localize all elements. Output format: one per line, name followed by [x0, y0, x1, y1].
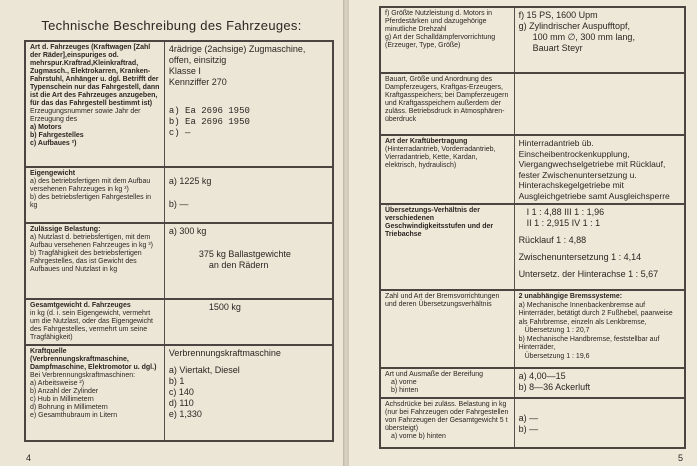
field-value: Übersetzung 1 : 19,6: [524, 352, 590, 360]
label-cell: [25, 345, 164, 441]
value-cell: [164, 167, 333, 223]
value-cell: [514, 398, 685, 448]
field-value: b) Ea 2696 1950: [168, 117, 250, 127]
field-label: b) Tragfähigkeit des betriebsfertigen Fahrgestelles, das ist Gewicht des Aufbaues und Nutzlast in kg: [30, 250, 142, 273]
left-page: [0, 0, 343, 466]
field-label: in kg (d. i. sein Eigengewicht, vermehrt um die Nutzlast, oder das Eigengewicht des Fahrgestelles, vermehrt um seine Tragfähigkeit): [30, 310, 153, 341]
label-cell: [25, 41, 164, 167]
field-value: g) Zylindrischer Auspufftopf,: [518, 21, 630, 31]
row-total-weight: [25, 299, 333, 345]
field-value: Verbrennungskraftmaschine: [168, 348, 281, 358]
field-label: b) hinten: [391, 387, 419, 394]
field-label: b) Anzahl der Zylinder: [30, 388, 99, 395]
value-cell: [514, 135, 685, 204]
label-cell: [380, 204, 514, 290]
value-cell: [164, 41, 333, 167]
field-value: an den Rädern: [208, 260, 269, 270]
row-own-weight: [25, 167, 333, 223]
field-label: Erzeugungsnummer sowie Jahr der Erzeugung des: [30, 108, 141, 123]
field-value: Rücklauf 1 : 4,88: [518, 235, 587, 245]
field-label: d) Bohrung in Millimetern: [30, 404, 108, 411]
row-permissible-load: [25, 223, 333, 299]
field-label: a) des betriebsfertigen mit dem Aufbau versehenen Fahrzeuges in kg ³): [30, 178, 151, 193]
field-value: e) 1,330: [168, 409, 202, 419]
label-cell: [380, 290, 514, 368]
label-cell: [25, 299, 164, 345]
row-vehicle-type: [25, 41, 333, 167]
label-cell: [380, 135, 514, 204]
field-value: Untersetz. der Hinterachse 1 : 5,67: [518, 269, 659, 279]
field-label: g) Art der Schalldämpfervorrichtung (Erzeuger, Type, Größe): [385, 34, 496, 49]
field-label: a) Motors: [30, 124, 62, 131]
field-label: Gesamtgewicht d. Fahrzeuges: [30, 302, 131, 309]
page-number: 5: [677, 453, 683, 463]
field-label: b) Fahrgestelles: [30, 132, 84, 139]
field-value: Übersetzung 1 : 20,7: [524, 327, 590, 334]
field-label: Achsdrücke bei zuläss. Belastung in kg (nur bei Fahrzeugen oder Fahrgestellen von Fahrzeugen der Gesamtgewicht 5 t übersteigt): [385, 401, 509, 432]
row-tyres: [380, 368, 685, 398]
field-value: b) —: [168, 199, 189, 209]
row-power-transmission: [380, 135, 685, 204]
field-value: f) 15 PS, 1600 Upm: [518, 10, 598, 20]
field-value: Kennziffer 270: [168, 77, 227, 87]
field-value: 4rädrige (2achsige) Zugmaschine, offen, einsitzig: [168, 44, 306, 65]
field-value: a) Mechanische Innenbackenbremse auf Hinterräder, betätigt durch 2 Fußhebel, paarweise als Fahrbremse, einzeln als Lenkbremse,: [518, 301, 673, 326]
field-label: Übersetzungs-Verhältnis der verschiedenen Geschwindigkeitsstufen und der Triebachse: [385, 207, 494, 238]
row-steam-generator: [380, 73, 685, 135]
field-value: a) 1225 kg: [168, 176, 212, 186]
field-value: Bauart Steyr: [532, 43, 583, 53]
value-cell: [164, 223, 333, 299]
field-value: 1500 kg: [208, 302, 241, 312]
field-label: Bauart, Größe und Anordnung des Dampferzeugers, Kraftgas-Erzeugers, Kraftgasspeichers; bei Dampferzeugern und Kraftgasspeichern außerdem der zuläss. Betriebsdruck in Atmosphären-überdruck: [385, 76, 509, 123]
label-cell: [380, 73, 514, 135]
value-cell: [514, 7, 685, 73]
field-value: a) Ea 2696 1950: [168, 106, 250, 116]
row-brakes: [380, 290, 685, 368]
value-cell: [164, 299, 333, 345]
field-value: 375 kg Ballastgewichte: [198, 249, 291, 259]
field-value: b) —: [518, 424, 539, 434]
field-value: b) 8—36 Ackerluft: [518, 382, 591, 392]
field-value: a) 300 kg: [168, 226, 207, 236]
field-label: Art und Ausmaße der Bereifung: [385, 371, 484, 378]
field-value: c) 140: [168, 387, 194, 397]
value-cell: [514, 73, 685, 135]
field-label: (Hinterradantrieb, Vorderradantrieb, Vierradantrieb, Kette, Kardan, elektrisch, hydraulisch): [385, 146, 496, 169]
left-form-table: [24, 40, 334, 442]
field-value: a) 4,00—15: [518, 371, 566, 381]
page-title: Technische Beschreibung des Fahrzeuges:: [41, 18, 302, 33]
field-value: a) Viertakt, Diesel: [168, 365, 240, 375]
field-label: a) vorne: [391, 379, 417, 386]
field-label: Art d. Fahrzeuges (Kraftwagen [Zahl der Räder],einspuriges od. mehrspur.Kraftrad,Kleinkraftrad, Zugmasch., Elektrokarren, Kranken-Fahrstuhl, Anhänger u. dgl. Betrifft der Typenschein nur das Fahrgestell, dann ist die Art des Fahrzeuges anzugeben, für das das Fahrgestell bestimmt ist): [30, 44, 160, 107]
field-label: b) des betriebsfertigen Fahrgestelles in kg: [30, 194, 152, 209]
field-value: Hinterradantrieb üb. Einscheibentrockenkupplung, Viergangwechselgetriebe mit Rücklauf, fester Zwischenuntersetzung u. Hinterachskegelgetriebe mit Ausgleichgetriebe samt Ausgleichsperre: [518, 138, 670, 201]
row-gear-ratios: [380, 204, 685, 290]
row-power-source: [25, 345, 333, 441]
field-label: c) Hub in Millimetern: [30, 396, 94, 403]
field-value: c) —: [168, 128, 191, 138]
field-value: b) 1: [168, 376, 185, 386]
page-number: 4: [26, 453, 32, 463]
field-label: Zahl und Art der Bremsvorrichtungen und deren Übersetzungsverhältnis: [385, 293, 500, 308]
field-value: Klasse I: [168, 66, 201, 76]
field-label: Bei Verbrennungskraftmaschinen:: [30, 372, 136, 379]
field-label: Kraftquelle (Verbrennungskraftmaschine, Dampfmaschine, Elektromotor u. dgl.): [30, 348, 157, 371]
right-page: [349, 0, 697, 466]
field-label: f) Größte Nutzleistung d. Motors in Pferdestärken und dazugehörige minutliche Drehzahl: [385, 10, 492, 33]
field-label: e) Gesamthubraum in Litern: [30, 412, 118, 419]
field-value: d) 110: [168, 398, 194, 408]
field-label: a) Nutzlast d. betriebsfertigen, mit dem Aufbau versehenen Fahrzeuges in kg ³): [30, 234, 153, 249]
label-cell: [25, 167, 164, 223]
label-cell: [380, 7, 514, 73]
label-cell: [380, 368, 514, 398]
right-form-table: [379, 6, 686, 449]
field-value: b) Mechanische Handbremse, feststellbar auf Hinterräder,: [518, 335, 660, 351]
row-engine-output: [380, 7, 685, 73]
field-label: a) vorne b) hinten: [391, 433, 446, 440]
label-cell: [25, 223, 164, 299]
field-value: 2 unabhängige Bremssysteme:: [518, 293, 623, 300]
value-cell: [514, 204, 685, 290]
field-label: c) Aufbaues ²): [30, 140, 77, 147]
field-label: Zulässige Belastung:: [30, 226, 101, 233]
row-axle-loads: [380, 398, 685, 448]
field-value: 100 mm ∅, 300 mm lang,: [532, 32, 635, 42]
value-cell: [514, 290, 685, 368]
field-label: Eigengewicht: [30, 170, 76, 177]
field-value: II 1 : 2,915 IV 1 : 1: [526, 218, 601, 228]
field-value: Zwischenuntersetzung 1 : 4,14: [518, 252, 642, 262]
field-value: a) —: [518, 413, 539, 423]
label-cell: [380, 398, 514, 448]
field-label: Art der Kraftübertragung: [385, 138, 468, 145]
field-value: I 1 : 4,88 III 1 : 1,96: [526, 207, 605, 217]
value-cell: [164, 345, 333, 441]
field-label: a) Arbeitsweise ²): [30, 380, 85, 387]
value-cell: [514, 368, 685, 398]
